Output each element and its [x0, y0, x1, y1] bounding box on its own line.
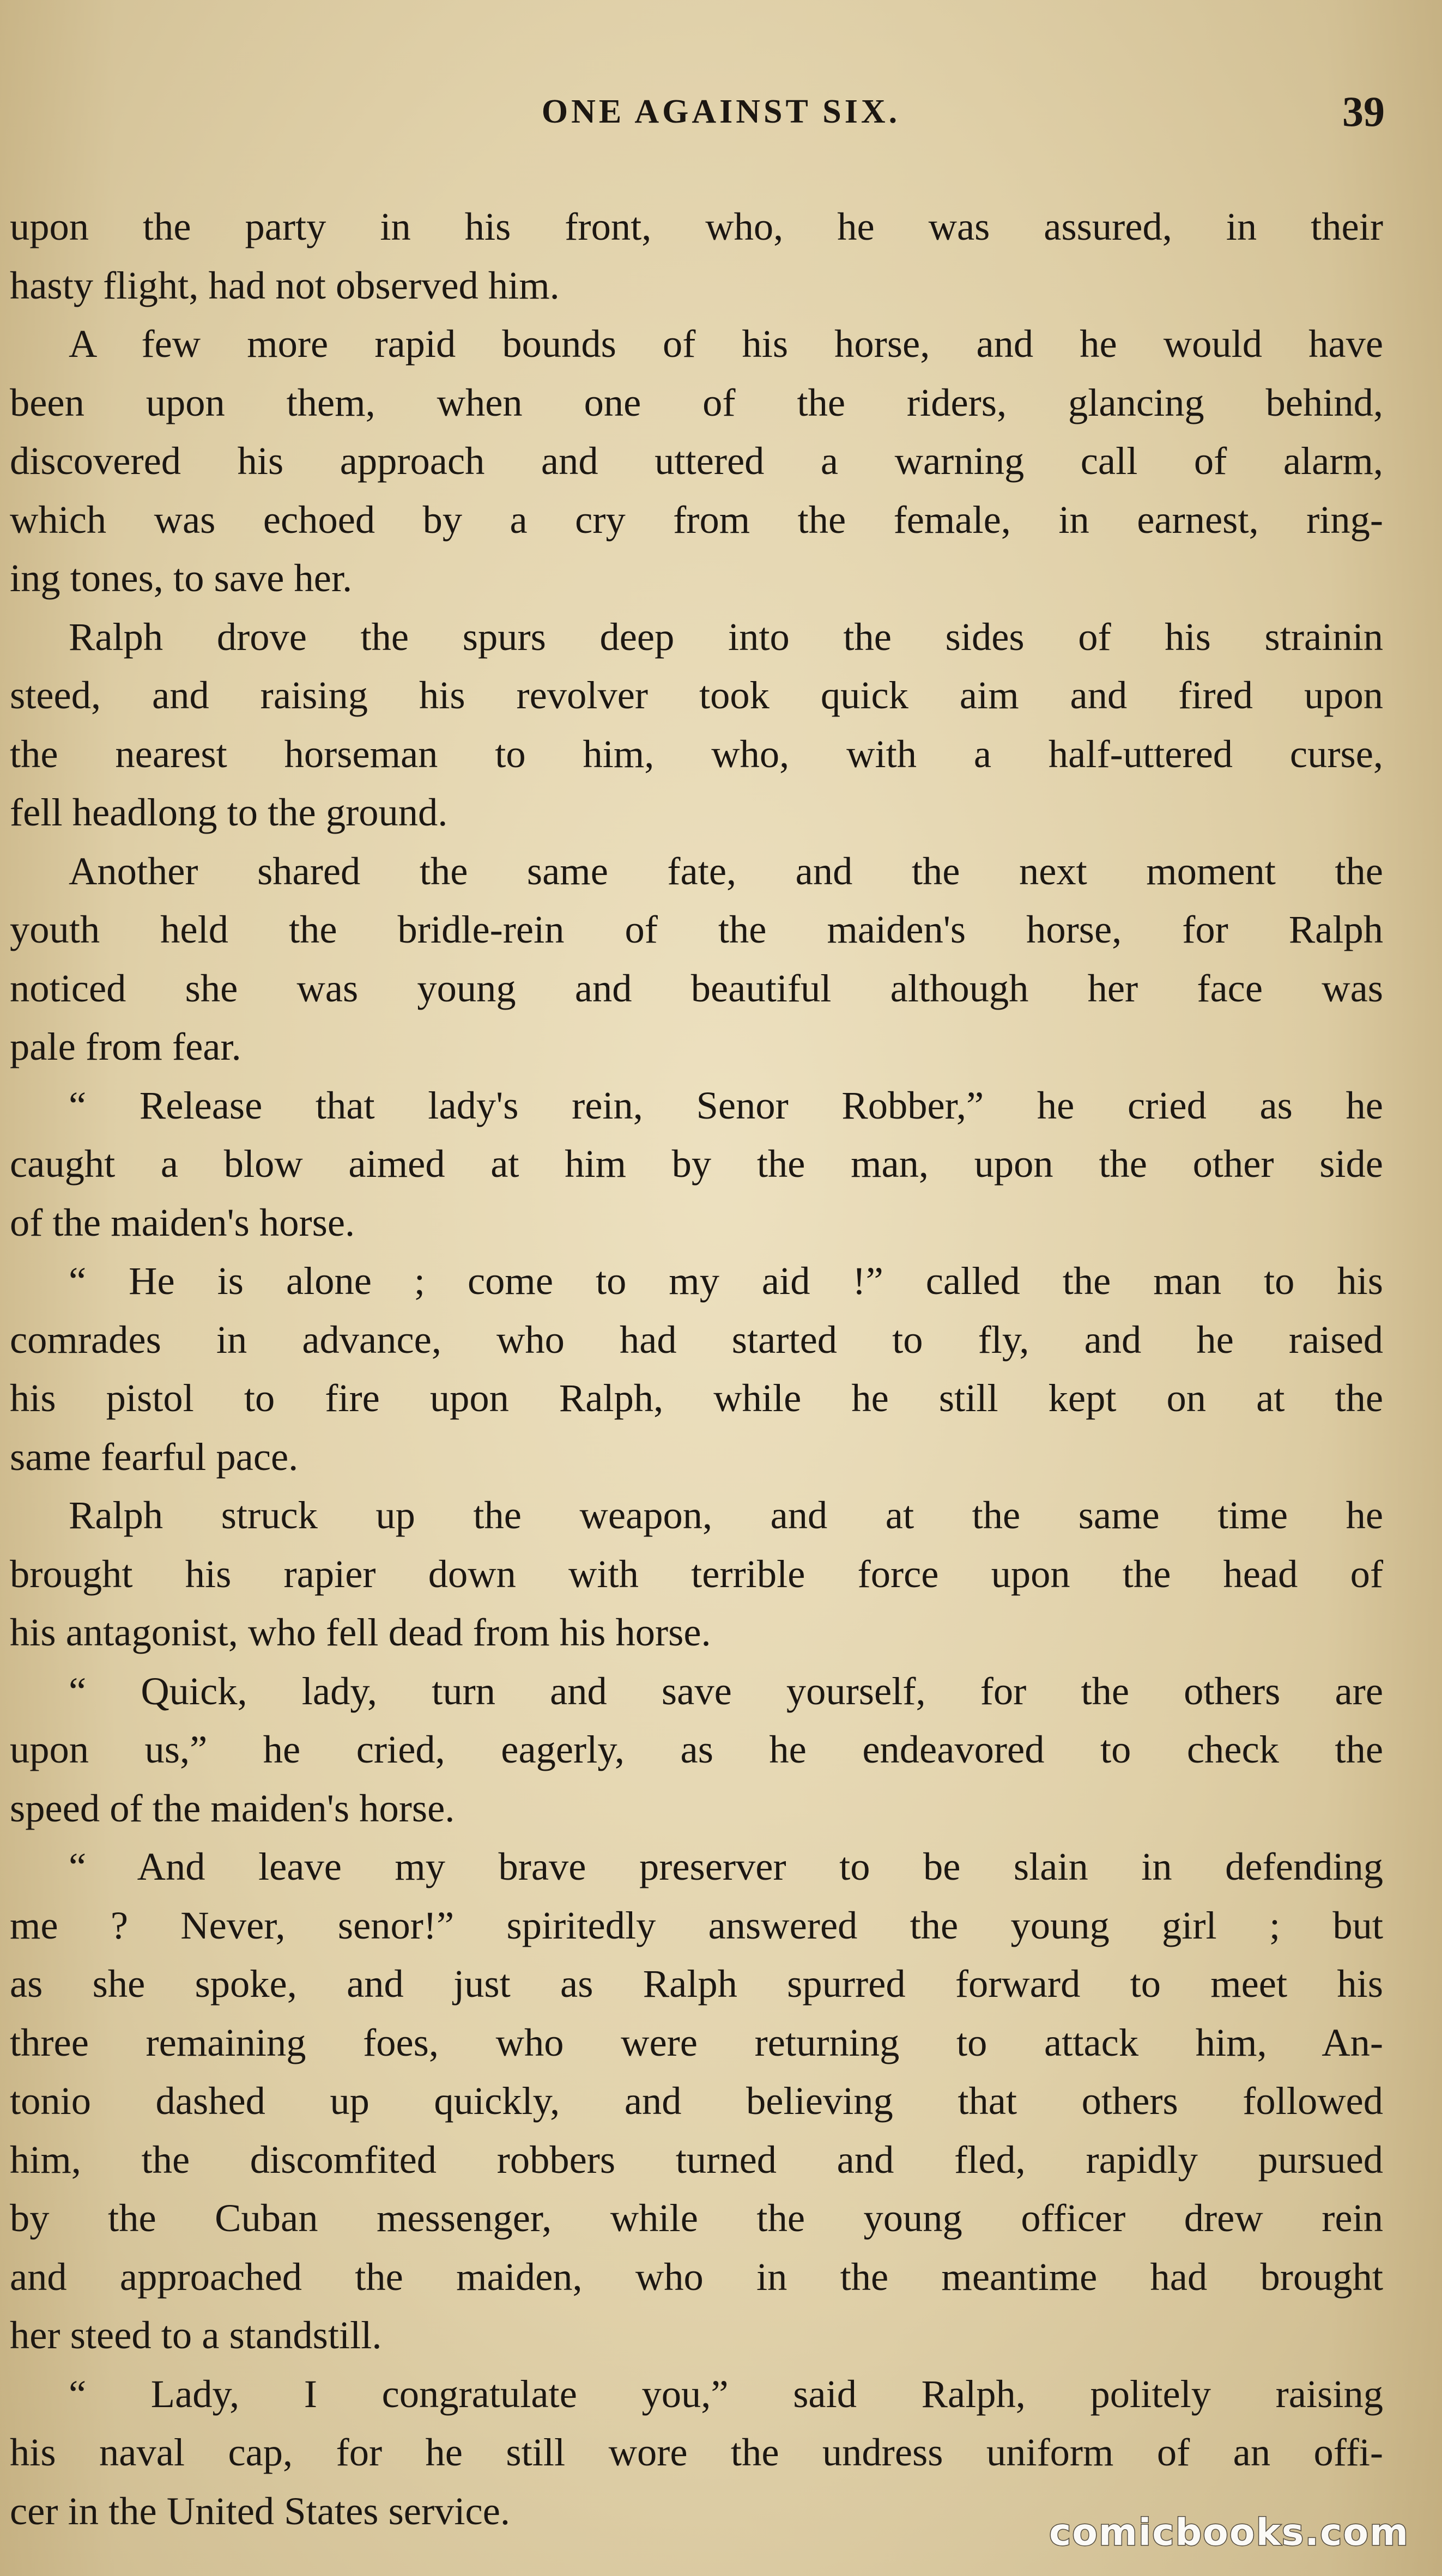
text-line: pale from fear.	[10, 1024, 241, 1068]
paragraph	[10, 314, 1383, 607]
paragraph	[10, 842, 1383, 1076]
paragraph	[10, 1076, 1383, 1252]
text-line: three remaining foes, who were returning to attack him, An-	[10, 2020, 1383, 2064]
text-line: which was echoed by a cry from the female, in earnest, ring-	[10, 497, 1383, 542]
text-line: hasty flight, had not observed him.	[10, 263, 560, 307]
paragraph	[10, 1837, 1383, 2365]
paragraph	[10, 1251, 1383, 1486]
running-title: ONE AGAINST SIX.	[541, 93, 901, 130]
text-line: as she spoke, and just as Ralph spurred forward to meet his	[10, 1961, 1383, 2006]
text-line: cer in the United States service.	[10, 2488, 511, 2533]
page-number: 39	[1342, 88, 1385, 135]
page-header	[0, 87, 1442, 136]
text-line: his naval cap, for he still wore the undress uniform of an offi-	[10, 2430, 1383, 2474]
paragraph	[10, 1486, 1383, 1662]
text-line: the nearest horseman to him, who, with a half-uttered curse,	[10, 731, 1383, 776]
text-line: “ Quick, lady, turn and save yourself, for the others are	[69, 1668, 1383, 1713]
text-line: “ He is alone ; come to my aid !” called the man to his	[69, 1259, 1383, 1303]
text-line: ing tones, to save her.	[10, 556, 353, 600]
text-line: discovered his approach and uttered a warning call of alarm,	[10, 439, 1383, 483]
text-line: speed of the maiden's horse.	[10, 1785, 455, 1830]
text-line: caught a blow aimed at him by the man, upon the other side	[10, 1141, 1383, 1186]
body-text	[10, 197, 1383, 2540]
text-line: his pistol to fire upon Ralph, while he still kept on at the	[10, 1376, 1383, 1420]
text-line: by the Cuban messenger, while the young officer drew rein	[10, 2196, 1383, 2240]
text-line: comrades in advance, who had started to fly, and he raised	[10, 1317, 1383, 1362]
text-line: same fearful pace.	[10, 1434, 299, 1479]
text-line: A few more rapid bounds of his horse, and he would have	[69, 321, 1383, 366]
text-line: been upon them, when one of the riders, glancing behind,	[10, 380, 1383, 424]
text-line: upon us,” he cried, eagerly, as he endeavored to check the	[10, 1727, 1383, 1771]
text-line: me ? Never, senor!” spiritedly answered the young girl ; but	[10, 1903, 1383, 1947]
text-line: Ralph drove the spurs deep into the sides of his strainin	[69, 614, 1383, 659]
text-line: him, the discomfited robbers turned and fled, rapidly pursued	[10, 2137, 1383, 2182]
text-line: “ And leave my brave preserver to be slain in defending	[69, 1844, 1383, 1888]
text-line: Another shared the same fate, and the next moment the	[69, 848, 1383, 893]
text-line: brought his rapier down with terrible force upon the head of	[10, 1551, 1383, 1596]
watermark: comicbooks.com	[1049, 2511, 1409, 2554]
paragraph	[10, 607, 1383, 842]
text-line: noticed she was young and beautiful although her face was	[10, 965, 1383, 1010]
text-line: his antagonist, who fell dead from his horse.	[10, 1610, 711, 1654]
text-line: upon the party in his front, who, he was assured, in their	[10, 204, 1383, 248]
text-line: steed, and raising his revolver took quick aim and fired upon	[10, 673, 1383, 717]
text-line: Ralph struck up the weapon, and at the same time he	[69, 1493, 1383, 1537]
text-line: tonio dashed up quickly, and believing that others followed	[10, 2079, 1383, 2123]
text-line: “ Lady, I congratulate you,” said Ralph, politely raising	[69, 2371, 1383, 2416]
text-line: of the maiden's horse.	[10, 1200, 355, 1244]
text-line: and approached the maiden, who in the meantime had brought	[10, 2254, 1383, 2299]
paragraph	[10, 197, 1383, 314]
text-line: “ Release that lady's rein, Senor Robber,” he cried as he	[69, 1083, 1383, 1127]
paragraph	[10, 1662, 1383, 1838]
text-line: her steed to a standstill.	[10, 2313, 382, 2357]
text-line: fell headlong to the ground.	[10, 790, 448, 834]
text-line: youth held the bridle-rein of the maiden's horse, for Ralph	[10, 907, 1383, 951]
